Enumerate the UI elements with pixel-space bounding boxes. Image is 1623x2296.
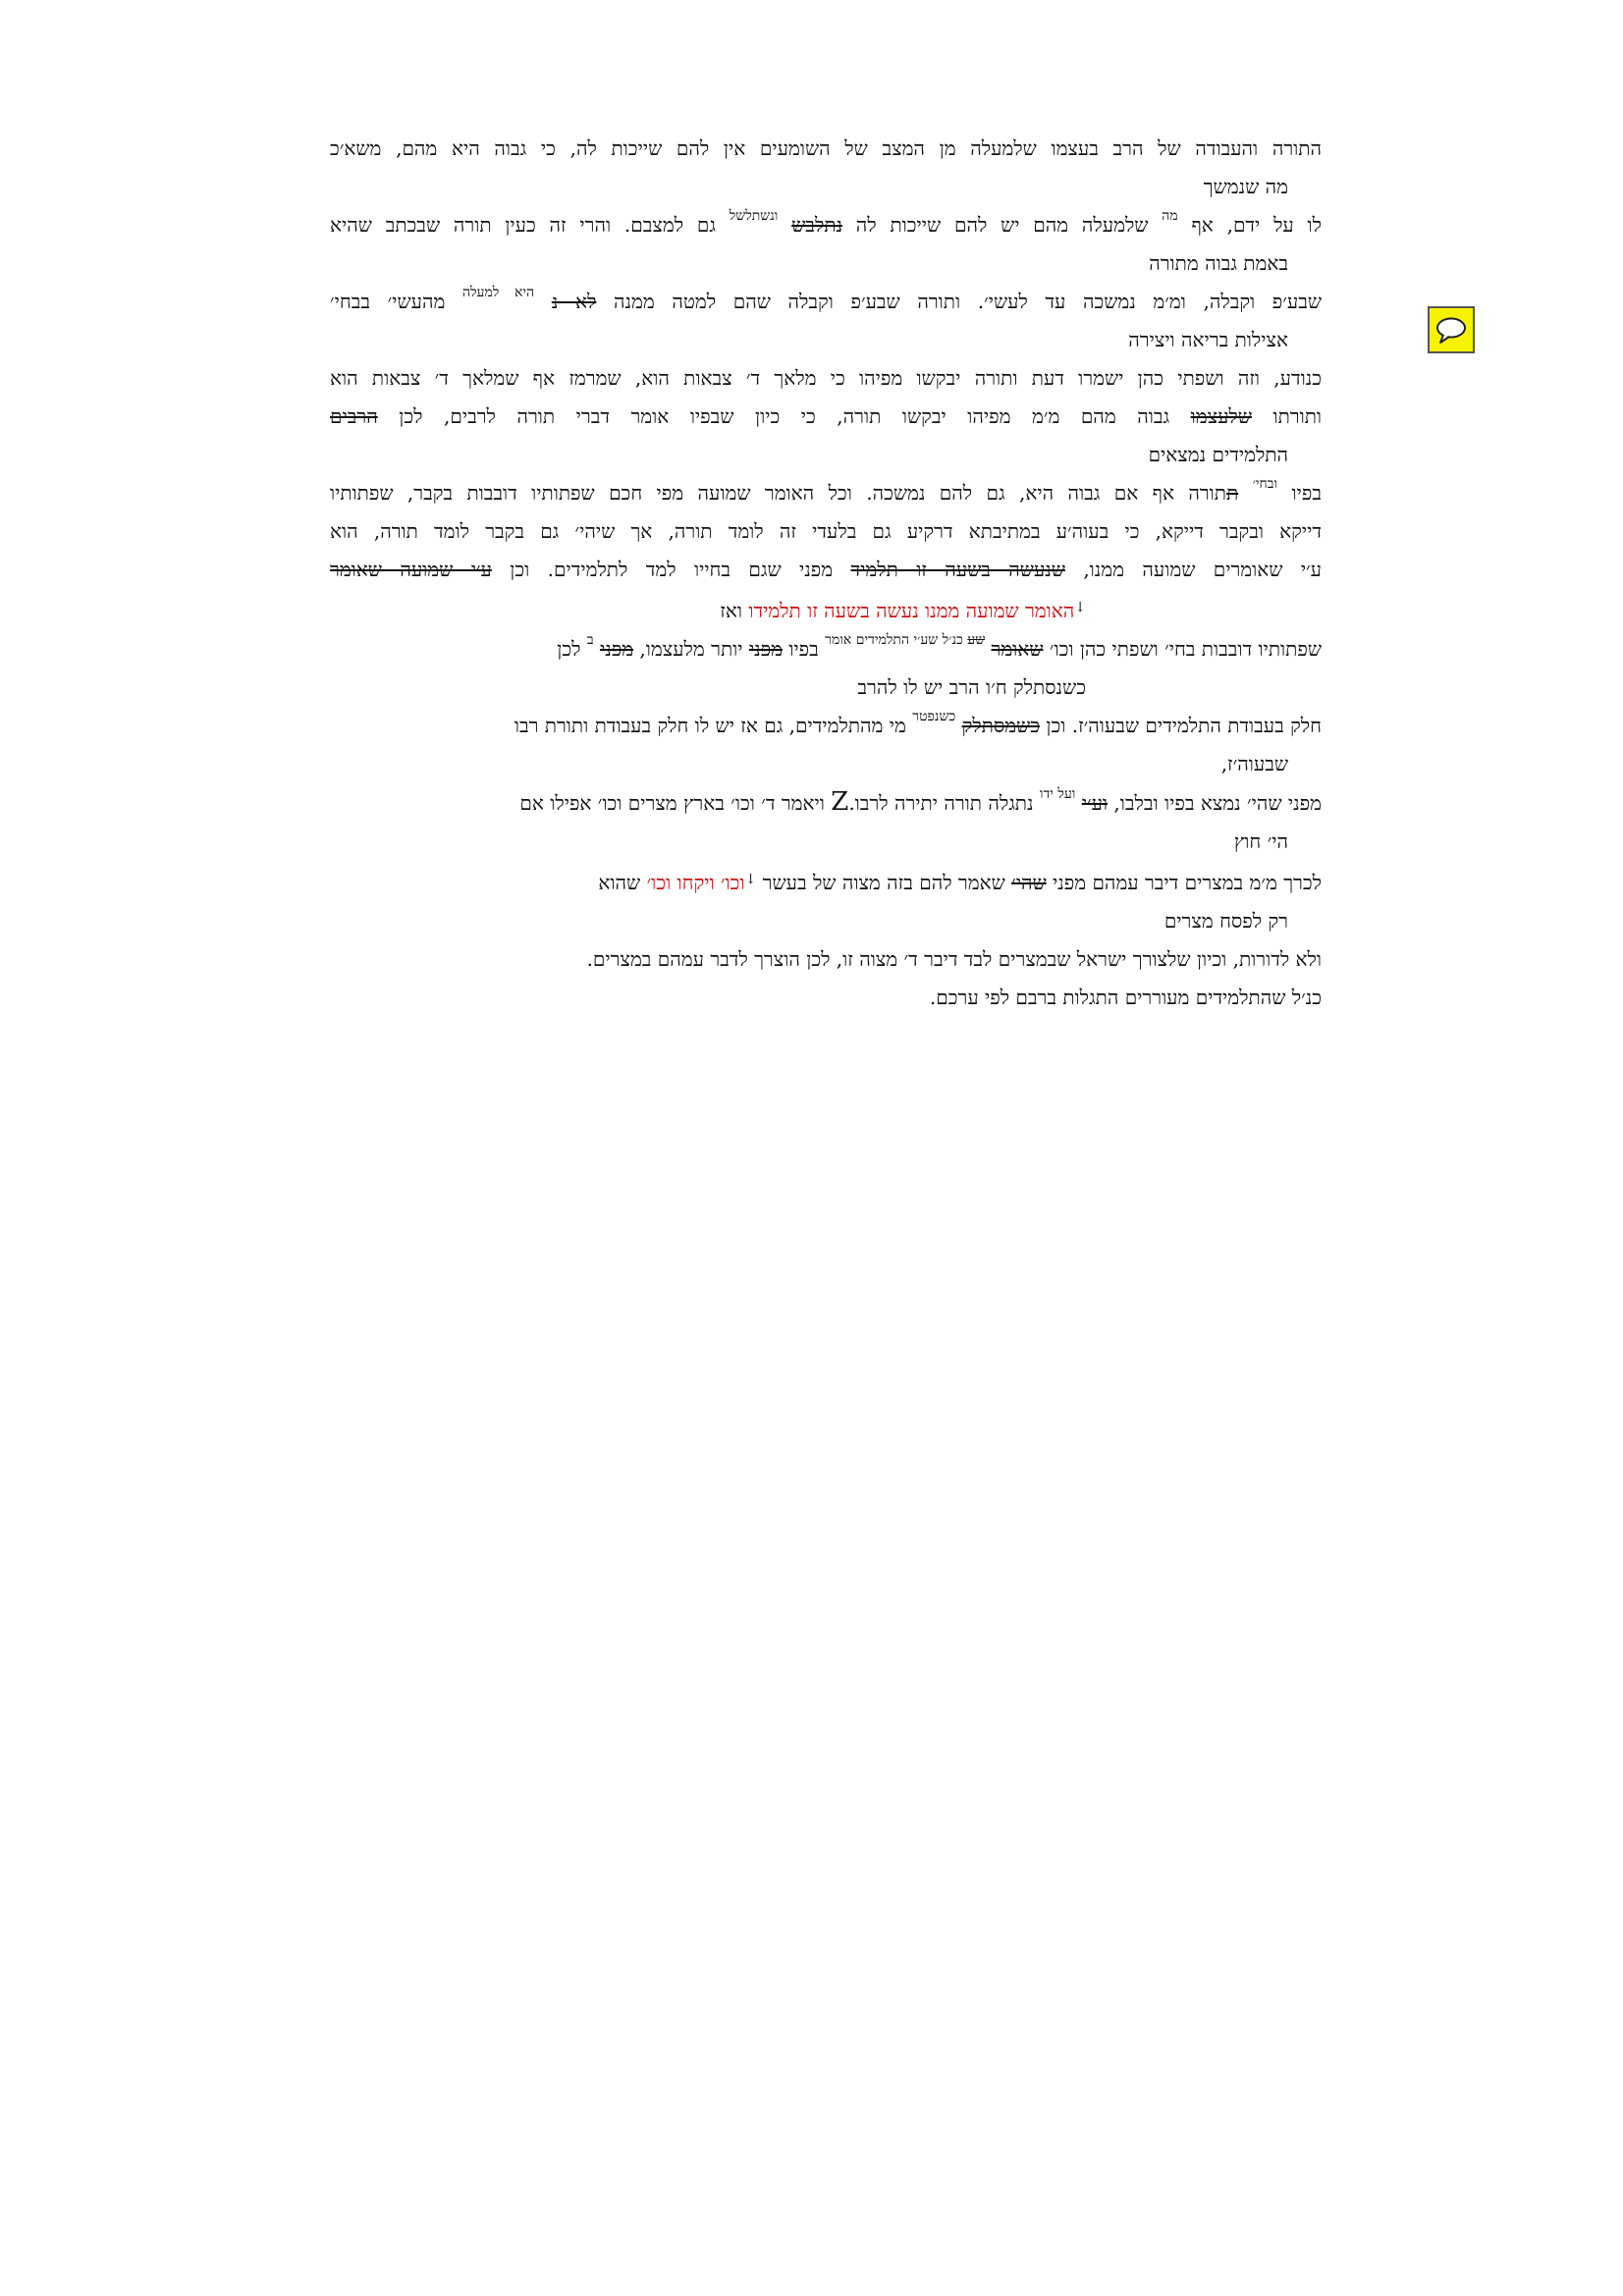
insertion: היא למעלה	[461, 285, 535, 300]
text-line: באמת גבוה מתורה	[1149, 251, 1288, 275]
red-insertion: וכו׳ ויקחו וכו׳	[646, 871, 745, 894]
deletion: לא נ	[551, 290, 597, 313]
text-line: ותורתו שלעצמו גבוה מהם מ׳מ מפיהו יבקשו תורה, כי כיון שבפיו אומר דברי תורה לרבים, לכן הרבים	[330, 404, 1323, 428]
text-line: אצילות בריאה ויצירה	[1128, 328, 1288, 351]
z-mark: Z	[831, 787, 849, 817]
insertion: ונשתלשל	[729, 208, 779, 224]
deletion: הרבים	[330, 404, 378, 428]
insertion: ב	[586, 632, 594, 648]
deletion: מפני	[599, 637, 634, 661]
text-line: שבעוה׳ז,	[1220, 752, 1288, 775]
insertion: ועל ידו	[1039, 786, 1076, 802]
deletion: שהי׳	[1011, 871, 1047, 894]
deletion: נתלבש	[791, 213, 842, 237]
comment-bubble-icon[interactable]	[1428, 306, 1475, 353]
text-line: ↓האומר שמועה ממנו נעשה בשעה זו תלמידו ואז	[720, 599, 1086, 622]
speech-bubble-icon	[1434, 316, 1468, 346]
text-line: שפתותיו דובבות בחי׳ ושפתי כהן וכו׳ שאומר $^{שע כנ׳ל שע׳י התלמידים אומר}$ בפיו מפני יותר מלעצמו, מפני $^ב$ לכן	[557, 632, 1322, 661]
text-line: דייקא ובקבר דייקא, כי בעוה׳ע במתיבתא דרקיע גם בלעדי זה לומד תורה, אך שיהי׳ גם בקבר לומד תורה, הוא	[330, 519, 1322, 543]
text-line: חלק בעבודת התלמידים שבעוה׳ז. וכן כשמסתלק $^{כשנפטר}$ מי מהתלמידים, גם אז יש לו חלק בעבודת ותורת רבו	[514, 709, 1322, 737]
text-line: התורה והעבודה של הרב בעצמו שלמעלה מן המצב של השומעים אין להם שייכות לה, כי גבוה היא מהם, משא׳כ	[330, 136, 1322, 160]
deletion: ע׳י שמועה שאומר	[330, 558, 492, 581]
insertion: ובחי׳	[1252, 476, 1278, 492]
insertion: שע כנ׳ל שע׳י התלמידים אומר	[825, 632, 986, 648]
deletion: מפני	[748, 637, 783, 661]
deletion: ת	[1226, 481, 1239, 505]
deletion: שלעצמו	[1190, 404, 1252, 428]
red-insertion: האומר שמועה ממנו נעשה בשעה זו תלמידו	[748, 599, 1075, 622]
deletion: וע׳י	[1081, 791, 1109, 815]
document-body	[330, 130, 1322, 1017]
text-line: הי׳ חוץ	[1233, 829, 1288, 853]
text-line: בפיו $^{ובחי׳}$ תתורה אף אם גבוה היא, גם להם נמשכה. וכל האומר שמועה מפי חכם שפתותיו דובבות בקבר, שפתותיו	[330, 476, 1323, 505]
text-line: כשנסתלק ח׳ו הרב יש לו להרב	[857, 675, 1086, 699]
text-line: כנודע, וזה ושפתי כהן ישמרו דעת ותורה יבקשו מפיהו כי מלאך ד׳ צבאות הוא, שמרמז אף שמלאך ד׳ צבאות הוא	[330, 366, 1322, 390]
text-line: מפני שהי׳ נמצא בפיו ובלבו, וע׳י $^{ועל ידו}$ נתגלה תורה יתירה לרבו.Z ויאמר ד׳ וכו׳ בארץ מצרים וכו׳ אפילו אם	[519, 786, 1322, 817]
text-line: מה שנמשך	[1203, 175, 1288, 198]
deletion: כשמסתלק	[961, 714, 1040, 737]
text-line: כנ׳ל שהתלמידים מעוררים התגלות ברבם לפי ערכם.	[929, 986, 1322, 1009]
text-line: רק לפסח מצרים	[1163, 909, 1288, 933]
insert-arrow-icon: ↓	[1074, 600, 1086, 615]
text-line: שבע׳פ וקבלה, ומ׳מ נמשכה עד לעשי׳. ותורה שבע׳פ וקבלה שהם למטה ממנה לא נ $^{היא למעלה}$ מהעשי׳ בבחי׳	[330, 285, 1323, 313]
insertion: כשנפטר	[912, 709, 956, 724]
deletion: שנעשה בשעה זו תלמיד	[850, 558, 1065, 581]
insert-arrow-icon: ↓	[744, 872, 757, 887]
text-line: התלמידים נמצאים	[1148, 443, 1288, 466]
text-line: לכרך מ׳מ במצרים דיבר עמהם מפני שהי׳ שאמר להם בזה מצוה של בעשר ↓וכו׳ ויקחו וכו׳ שהוא	[598, 871, 1322, 894]
insertion: מה	[1162, 208, 1178, 224]
text-line: לו על ידם, אף $^{מה}$ שלמעלה מהם יש להם שייכות לה נתלבש $^{ונשתלשל}$ גם למצבם. והרי זה כעין תורה שבכתב שהיא	[330, 208, 1323, 237]
text-line: ולא לדורות, וכיון שלצורך ישראל שבמצרים לבד דיבר ד׳ מצוה זו, לכן הוצרך לדבר עמהם במצרים.	[586, 947, 1322, 971]
deletion: שאומר	[991, 637, 1044, 661]
text-line: ע׳י שאומרים שמועה ממנו, שנעשה בשעה זו תלמיד מפני שגם בחייו למד לתלמידים. וכן ע׳י שמועה שאומר	[330, 558, 1322, 581]
